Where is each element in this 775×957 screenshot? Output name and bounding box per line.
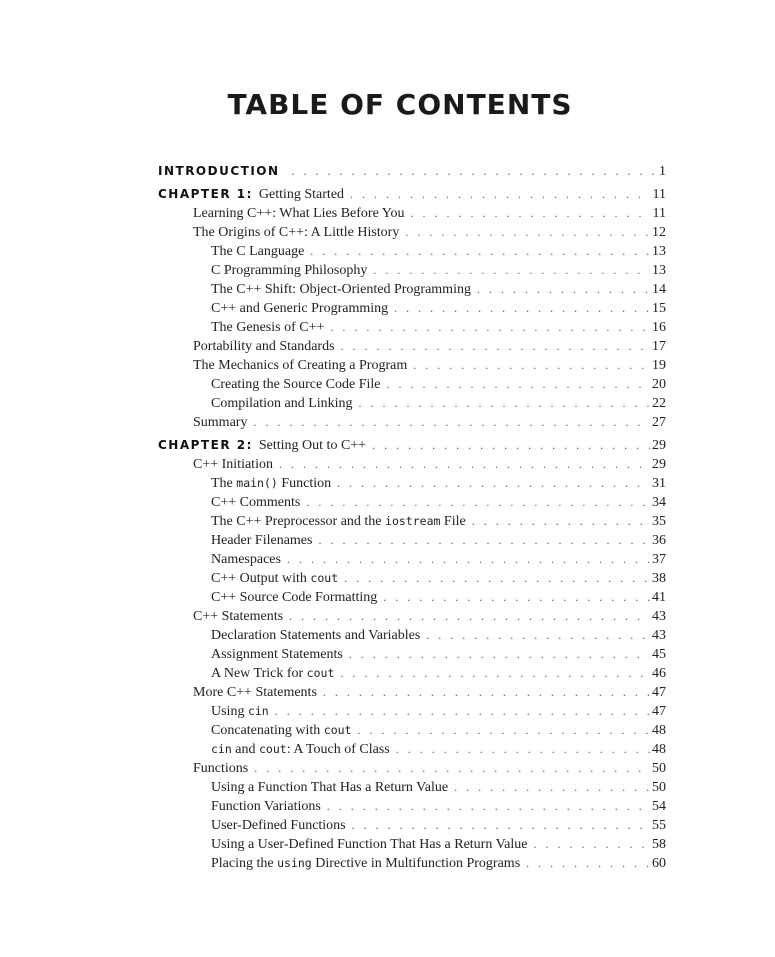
toc-entry[interactable]	[158, 607, 666, 626]
dot-leader	[344, 569, 650, 588]
page-number: 50	[652, 780, 666, 795]
dot-leader	[275, 702, 650, 721]
entry-text: The C Language	[211, 244, 305, 259]
page-number: 55	[652, 818, 666, 833]
entry-title	[211, 261, 367, 280]
entry-title	[193, 337, 335, 356]
toc-entry[interactable]	[158, 223, 666, 242]
entry-title	[211, 280, 471, 299]
entry-text: Concatenating with	[211, 723, 324, 738]
entry-text: Using	[211, 704, 248, 719]
entry-text: The Genesis of C++	[211, 320, 325, 335]
toc-entry[interactable]	[158, 759, 666, 778]
toc-entry[interactable]	[158, 626, 666, 645]
dot-leader	[394, 299, 650, 318]
entry-title	[211, 318, 324, 337]
dot-leader	[292, 162, 657, 181]
toc-entry[interactable]	[158, 375, 666, 394]
toc-entry[interactable]	[158, 204, 666, 223]
entry-text: C++ Source Code Formatting	[211, 590, 378, 605]
toc-entry[interactable]	[158, 550, 666, 569]
entry-title	[193, 607, 283, 626]
entry-title	[211, 531, 312, 550]
page-number: 15	[652, 301, 666, 316]
entry-text: User-Defined Functions	[211, 818, 346, 833]
page-number: 58	[652, 837, 666, 852]
toc-entry[interactable]	[158, 356, 666, 375]
entry-title	[193, 413, 247, 432]
dot-leader	[254, 759, 650, 778]
page-number: 36	[652, 533, 666, 548]
page-number: 50	[652, 761, 666, 776]
toc-chapter-entry[interactable]	[158, 185, 666, 204]
page-number: 45	[652, 647, 666, 662]
entry-title	[211, 702, 269, 721]
toc-entry[interactable]	[158, 721, 666, 740]
entry-code: cout	[323, 723, 352, 737]
dot-leader	[340, 664, 650, 683]
entry-title	[193, 759, 248, 778]
page-number: 22	[652, 396, 666, 411]
toc-entry[interactable]	[158, 394, 666, 413]
toc-entry[interactable]	[158, 702, 666, 721]
entry-title	[211, 740, 390, 759]
page-number: 43	[652, 628, 666, 643]
page-number: 29	[652, 457, 666, 472]
page-number: 17	[652, 339, 666, 354]
entry-code: cin	[211, 742, 232, 756]
entry-text: Learning C++: What Lies Before You	[193, 206, 405, 221]
chapter-label: CHAPTER 2:	[158, 438, 253, 452]
page-number: 14	[652, 282, 666, 297]
dot-leader	[323, 683, 650, 702]
entry-text: Function	[277, 476, 332, 491]
page-number: 1	[659, 164, 666, 179]
entry-title	[211, 512, 466, 531]
toc-entry[interactable]	[158, 816, 666, 835]
page-title: TABLE OF CONTENTS	[227, 88, 573, 121]
entry-code: iostream	[385, 514, 441, 528]
entry-text: Creating the Source Code File	[211, 377, 381, 392]
entry-title	[211, 816, 346, 835]
page-number: 13	[652, 244, 666, 259]
dot-leader	[310, 242, 650, 261]
page-number: 47	[652, 704, 666, 719]
entry-text: The Origins of C++: A Little History	[193, 225, 400, 240]
dot-leader	[359, 394, 650, 413]
entry-title	[211, 797, 321, 816]
entry-text: C++ and Generic Programming	[211, 301, 389, 316]
entry-text: The C++ Shift: Object-Oriented Programming	[211, 282, 471, 297]
toc-entry[interactable]	[158, 778, 666, 797]
page-number: 48	[652, 723, 666, 738]
entry-text: The C++ Preprocessor and the	[211, 514, 386, 529]
toc-entry[interactable]	[158, 261, 666, 280]
entry-title	[193, 223, 399, 242]
page-number: 43	[652, 609, 666, 624]
dot-leader	[411, 204, 651, 223]
entry-text: C Programming Philosophy	[211, 263, 368, 278]
page-number: 19	[652, 358, 666, 373]
toc-entry[interactable]	[158, 242, 666, 261]
entry-title	[259, 185, 344, 204]
entry-code: using	[277, 856, 312, 870]
toc-entry[interactable]	[158, 299, 666, 318]
entry-text: The	[211, 476, 237, 491]
dot-leader	[318, 531, 650, 550]
dot-leader	[357, 721, 650, 740]
page-number: 11	[652, 187, 666, 202]
entry-text: More C++ Statements	[193, 685, 317, 700]
dot-leader	[253, 413, 650, 432]
entry-title	[193, 683, 317, 702]
entry-title	[211, 588, 377, 607]
dot-leader	[349, 645, 650, 664]
page-number: 35	[652, 514, 666, 529]
entry-text: Assignment Statements	[211, 647, 343, 662]
entry-text: Summary	[193, 415, 248, 430]
entry-text: Placing the	[211, 856, 278, 871]
entry-text: Header Filenames	[211, 533, 313, 548]
dot-leader	[373, 261, 650, 280]
dot-leader	[383, 588, 650, 607]
chapter-label: CHAPTER 1:	[158, 187, 253, 201]
entry-text: Declaration Statements and Variables	[211, 628, 421, 643]
entry-text: C++ Initiation	[193, 457, 273, 472]
dot-leader	[372, 436, 650, 455]
entry-text: A New Trick for	[211, 666, 307, 681]
entry-title	[193, 204, 405, 223]
dot-leader	[306, 493, 650, 512]
entry-title	[211, 835, 527, 854]
entry-title	[193, 356, 407, 375]
entry-text: Function Variations	[211, 799, 321, 814]
entry-code: cout	[306, 666, 335, 680]
dot-leader	[454, 778, 650, 797]
entry-title	[193, 455, 273, 474]
entry-text: Getting Started	[258, 187, 345, 202]
dot-leader	[350, 185, 650, 204]
dot-leader	[477, 280, 650, 299]
page-number: 38	[652, 571, 666, 586]
toc-chapter-entry[interactable]	[158, 162, 666, 181]
entry-title	[211, 242, 304, 261]
dot-leader	[472, 512, 650, 531]
page-number: 54	[652, 799, 666, 814]
entry-text: Namespaces	[211, 552, 281, 567]
entry-text: Using a Function That Has a Return Value	[211, 780, 449, 795]
toc-entry[interactable]	[158, 413, 666, 432]
entry-text: : A Touch of Class	[286, 742, 390, 757]
page-number: 60	[652, 856, 666, 871]
toc-entry[interactable]	[158, 854, 666, 873]
page-number: 48	[652, 742, 666, 757]
dot-leader	[396, 740, 650, 759]
toc-entry[interactable]	[158, 455, 666, 474]
entry-text: C++ Statements	[193, 609, 284, 624]
page-number: 16	[652, 320, 666, 335]
entry-title	[211, 721, 351, 740]
entry-title	[211, 854, 520, 873]
entry-text: The Mechanics of Creating a Program	[193, 358, 408, 373]
entry-code: cin	[247, 704, 269, 718]
dot-leader	[337, 474, 650, 493]
entry-title	[211, 299, 388, 318]
page-number: 37	[652, 552, 666, 567]
toc-entry[interactable]	[158, 493, 666, 512]
entry-text: C++ Comments	[211, 495, 301, 510]
page-number: 34	[652, 495, 666, 510]
dot-leader	[526, 854, 650, 873]
toc-entry[interactable]	[158, 337, 666, 356]
entry-text: Using a User-Defined Function That Has a Return Value	[211, 837, 528, 852]
entry-title	[211, 375, 381, 394]
entry-title	[211, 626, 420, 645]
entry-text: Portability and Standards	[193, 339, 335, 354]
entry-title	[211, 645, 343, 664]
page-number: 20	[652, 377, 666, 392]
entry-text: C++ Output with	[211, 571, 311, 586]
dot-leader	[426, 626, 650, 645]
page-number: 27	[652, 415, 666, 430]
entry-title	[211, 778, 448, 797]
entry-code: cout	[310, 571, 339, 585]
dot-leader	[330, 318, 650, 337]
table-of-contents	[158, 162, 666, 873]
dot-leader	[279, 455, 650, 474]
toc-entry[interactable]	[158, 512, 666, 531]
page-number: 12	[652, 225, 666, 240]
entry-text: File	[440, 514, 466, 529]
page-number: 29	[652, 438, 666, 453]
entry-text: and	[231, 742, 259, 757]
dot-leader	[387, 375, 650, 394]
entry-code: main()	[236, 476, 278, 490]
dot-leader	[327, 797, 650, 816]
chapter-label: INTRODUCTION	[158, 164, 280, 178]
dot-leader	[341, 337, 650, 356]
toc-entry[interactable]	[158, 474, 666, 493]
toc-chapter-entry[interactable]	[158, 436, 666, 455]
toc-entry[interactable]	[158, 280, 666, 299]
entry-title	[211, 569, 338, 588]
toc-entry[interactable]	[158, 569, 666, 588]
toc-entry[interactable]	[158, 664, 666, 683]
page-number: 41	[652, 590, 666, 605]
toc-entry[interactable]	[158, 531, 666, 550]
entry-code: cout	[259, 742, 287, 756]
toc-entry[interactable]	[158, 645, 666, 664]
dot-leader	[289, 607, 650, 626]
toc-entry[interactable]	[158, 318, 666, 337]
toc-entry[interactable]	[158, 797, 666, 816]
dot-leader	[287, 550, 650, 569]
page-number: 47	[652, 685, 666, 700]
entry-text: Setting Out to C++	[258, 438, 367, 453]
entry-title	[211, 474, 331, 493]
dot-leader	[413, 356, 650, 375]
toc-entry[interactable]	[158, 740, 666, 759]
entry-title	[211, 664, 334, 683]
toc-entry[interactable]	[158, 588, 666, 607]
dot-leader	[352, 816, 650, 835]
entry-text: Functions	[193, 761, 249, 776]
dot-leader	[533, 835, 650, 854]
entry-title	[211, 550, 281, 569]
entry-title	[259, 436, 366, 455]
page-number: 31	[652, 476, 666, 491]
page-number: 11	[652, 206, 666, 221]
dot-leader	[405, 223, 650, 242]
toc-entry[interactable]	[158, 835, 666, 854]
page-number: 46	[652, 666, 666, 681]
entry-text: Compilation and Linking	[211, 396, 353, 411]
toc-entry[interactable]	[158, 683, 666, 702]
entry-title	[211, 493, 300, 512]
entry-title	[211, 394, 353, 413]
entry-text: Directive in Multifunction Programs	[311, 856, 521, 871]
page-number: 13	[652, 263, 666, 278]
